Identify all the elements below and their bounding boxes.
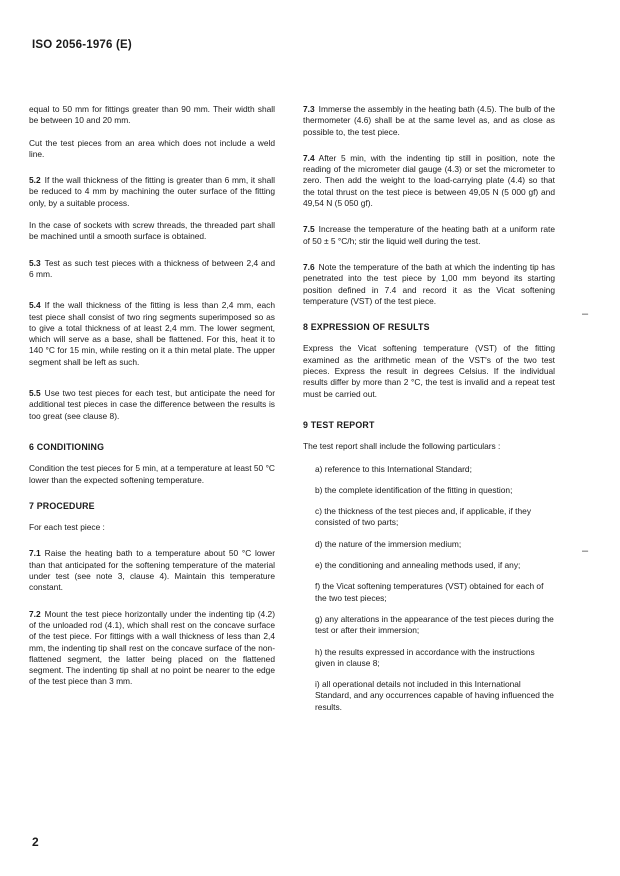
clause-7-1 bbox=[29, 548, 275, 593]
list-item: a) reference to this International Standard; bbox=[315, 463, 472, 474]
clause-5-3 bbox=[29, 258, 275, 281]
clause-text: Immerse the assembly in the heating bath (4.5). The bulb of the thermometer (4.6) shall be at the same level as, and as close as possible to, the test piece. bbox=[303, 104, 555, 137]
clause-5-4 bbox=[29, 300, 275, 368]
section-heading-conditioning: 6 CONDITIONING bbox=[29, 441, 105, 452]
clause-5-5 bbox=[29, 388, 275, 422]
clause-text: Mount the test piece horizontally under the indenting tip (4.2) of the unloaded rod (4.1), which shall rest on the concave surface of the test piece. For fittings with a wall thickness of less than 2,4 mm, the indenting tip shall rest on the concave surface of the non-flattened segment, the latter being placed on the flattened segment. The indenting tip shall at no point be nearer to the edge of the test piece than 3 mm. bbox=[29, 608, 275, 687]
list-item: f) the Vicat softening temperatures (VST) obtained for each of the two test pieces; bbox=[315, 581, 544, 603]
clause-number: 7.5 bbox=[303, 224, 315, 235]
clause-text: Test as such test pieces with a thickness of between 2,4 and 6 mm. bbox=[29, 257, 275, 279]
clause-7-6 bbox=[303, 262, 555, 307]
list-item: i) all operational details not included in this International Standard, and any occurrences capable of having influenced the results. bbox=[315, 679, 554, 712]
clause-number: 5.3 bbox=[29, 257, 41, 268]
clause-7-5 bbox=[303, 224, 555, 247]
clause-number: 7.3 bbox=[303, 104, 315, 114]
paragraph: Condition the test pieces for 5 min, at a temperature at least 50 °C lower than the expected softening temperature. bbox=[29, 463, 275, 485]
clause-text: If the wall thickness of the fitting is less than 2,4 mm, each test piece shall consist of two ring segments superimposed so as to give a total thickness of at least 2,4 mm. The lower segment, which will serve as a base, shall be flattened. For this, heat it to 140 °C for 15 min, while resting on it a thin metal plate. The upper segment shall be left as such. bbox=[29, 300, 275, 367]
clause-text: If the wall thickness of the fitting is greater than 6 mm, it shall be reduced to 4 mm by machining the outer surface of the fitting only, by a suitable process. bbox=[29, 175, 275, 208]
margin-mark: – bbox=[582, 308, 589, 320]
paragraph: The test report shall include the following particulars : bbox=[303, 441, 501, 452]
list-item: c) the thickness of the test pieces and, if applicable, if they consisted of two parts; bbox=[315, 506, 532, 528]
clause-5-2 bbox=[29, 175, 275, 209]
paragraph: Cut the test pieces from an area which does not include a weld line. bbox=[29, 137, 275, 159]
margin-mark: – bbox=[582, 545, 589, 557]
clause-7-2 bbox=[29, 609, 275, 688]
paragraph: Express the Vicat softening temperature (VST) of the fitting examined as the arithmetic mean of the VST's of the two test pieces. Express the result in degrees Celsius. If the individual results differ by more than 2 °C, the test is invalid and a repeat test must be carried out. bbox=[303, 343, 555, 399]
clause-text: Increase the temperature of the heating bath at a uniform rate of 50 ± 5 °C/h; stir the liquid well during the test. bbox=[303, 224, 555, 246]
list-item: g) any alterations in the appearance of the test pieces during the test or after their immersion; bbox=[315, 613, 554, 636]
section-heading-test-report: 9 TEST REPORT bbox=[303, 419, 375, 430]
section-heading-expression-of-results: 8 EXPRESSION OF RESULTS bbox=[303, 322, 430, 333]
paragraph: For each test piece : bbox=[29, 522, 105, 533]
section-heading-procedure: 7 PROCEDURE bbox=[29, 500, 95, 511]
clause-text: After 5 min, with the indenting tip still in position, note the reading of the micrometer dial gauge (4.3) or set the micrometer to zero. Then add the weight to the load-carrying plate (4.4) so that the total thrust on the test piece is between 49,05 N (5 000 gf) and 49,54 N (5 050 gf). bbox=[303, 152, 555, 209]
right-column bbox=[303, 104, 555, 723]
left-column bbox=[29, 104, 275, 699]
clause-number: 5.4 bbox=[29, 300, 41, 311]
clause-7-3 bbox=[303, 104, 555, 138]
clause-text: Raise the heating bath to a temperature about 50 °C lower than that anticipated for the softening temperature of the material under test (see note 3, clause 4). Maintain this temperature constant. bbox=[29, 548, 275, 593]
clause-7-4 bbox=[303, 153, 555, 209]
list-item: h) the results expressed in accordance with the instructions given in clause 8; bbox=[315, 646, 535, 668]
clause-text: Note the temperature of the bath at which the indenting tip has penetrated into the test piece by 1,00 mm beyond its starting position defined in 7.4 and record it as the Vicat softening temperature (VST) of the test piece. bbox=[303, 261, 555, 306]
clause-number: 7.4 bbox=[303, 152, 315, 163]
clause-number: 7.1 bbox=[29, 548, 41, 559]
paragraph: In the case of sockets with screw threads, the threaded part shall be machined until a smooth surface is obtained. bbox=[29, 220, 275, 242]
paragraph: equal to 50 mm for fittings greater than 90 mm. Their width shall be between 10 and 20 mm. bbox=[29, 104, 275, 126]
clause-number: 7.2 bbox=[29, 608, 41, 619]
clause-number: 5.2 bbox=[29, 175, 41, 186]
clause-number: 5.5 bbox=[29, 388, 41, 399]
list-item: e) the conditioning and annealing methods used, if any; bbox=[315, 560, 521, 571]
page-number: 2 bbox=[32, 835, 39, 849]
clause-number: 7.6 bbox=[303, 261, 315, 272]
list-item: b) the complete identification of the fitting in question; bbox=[315, 484, 513, 495]
document-header: ISO 2056-1976 (E) bbox=[32, 39, 132, 51]
list-item: d) the nature of the immersion medium; bbox=[315, 538, 462, 549]
clause-text: Use two test pieces for each test, but anticipate the need for additional test pieces in case the difference between the results is too great (see clause 8). bbox=[29, 388, 275, 421]
